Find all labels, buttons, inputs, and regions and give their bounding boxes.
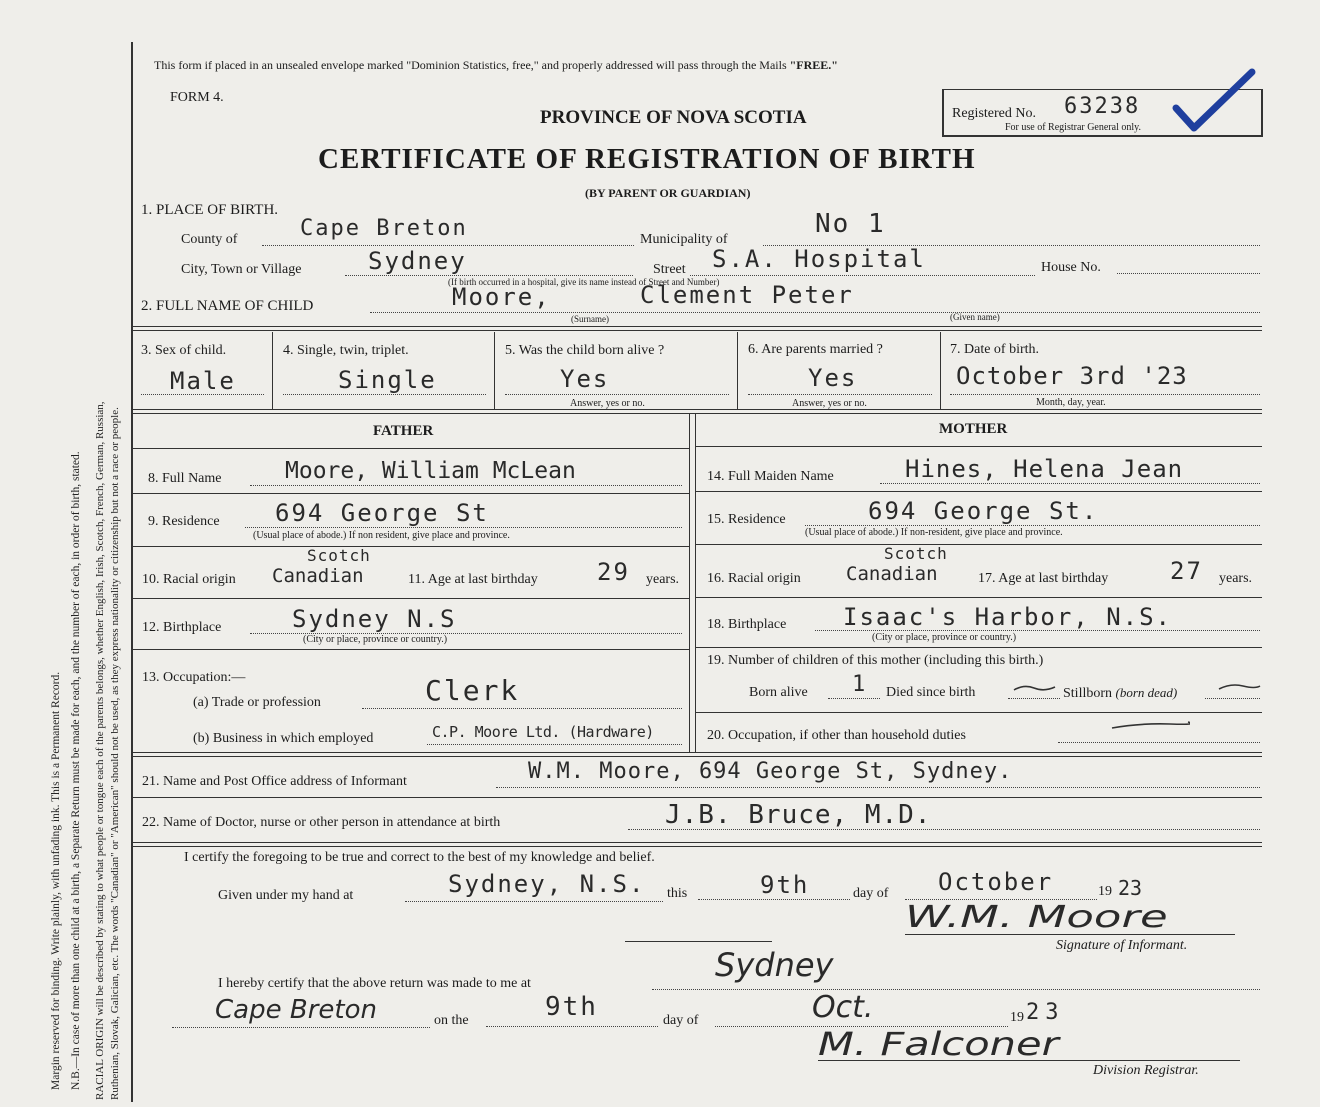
division-registrar-label: Division Registrar.: [1093, 1063, 1199, 1078]
mother-racial-top: Scotch: [884, 544, 948, 563]
child-name-label: 2. FULL NAME OF CHILD: [141, 298, 314, 314]
street-line: [690, 275, 1035, 276]
mail-note: [154, 58, 838, 73]
business-value: C.P. Moore Ltd. (Hardware): [432, 723, 654, 741]
father-racial-top: Scotch: [307, 546, 371, 565]
this-label: this: [667, 886, 688, 901]
day-line: [698, 899, 850, 900]
business-line: [427, 744, 682, 745]
year-value: 23: [1118, 876, 1143, 900]
dob-label: 7. Date of birth.: [950, 342, 1040, 357]
rule-under-headings-right: [695, 446, 1262, 447]
rule-parents-divider-2: [695, 414, 696, 752]
registrar-county-line: [172, 1027, 430, 1028]
stillborn-dash-mark: [1217, 680, 1262, 694]
rule-row3-top: [132, 326, 1262, 331]
county-label: County of: [181, 232, 238, 247]
alive-caption: Answer, yes or no.: [570, 398, 645, 409]
informant-label: 21. Name and Post Office address of Informant: [142, 774, 407, 789]
child-given-value: Clement Peter: [640, 281, 854, 309]
city-value: Sydney: [368, 247, 467, 275]
born-alive-value: 1: [852, 672, 868, 697]
certificate-subtitle: (BY PARENT OR GUARDIAN): [585, 186, 751, 200]
alive-line: [505, 394, 729, 395]
died-dash-mark: [1012, 682, 1057, 694]
margin-note-2: N.B.—In case of more than one child at a birth, a Separate Return must be made for each, and the number of each, in order of birth, stated.: [70, 451, 82, 1090]
house-label: House No.: [1041, 260, 1101, 275]
informant-signature-line: [905, 934, 1235, 935]
certificate-title: CERTIFICATE OF REGISTRATION OF BIRTH: [318, 143, 976, 175]
year-prefix: 19: [1098, 884, 1112, 899]
informant-line: [496, 787, 1260, 788]
rule-9-10: [132, 546, 689, 547]
father-age-label: 11. Age at last birthday: [408, 572, 538, 587]
rule-12-13: [132, 649, 689, 650]
father-age-value: 29: [597, 558, 630, 586]
father-racial-label: 10. Racial origin: [142, 572, 236, 587]
registrar-place-line: [652, 989, 1260, 990]
father-racial-value: Canadian: [272, 565, 364, 587]
mother-age-unit: years.: [1219, 571, 1253, 586]
signature-informant-label: Signature of Informant.: [1056, 938, 1188, 953]
father-birthplace-caption: (City or place, province or country.): [303, 634, 448, 645]
surname-caption: (Surname): [571, 314, 609, 324]
informant-signature: W.M. Moore: [905, 900, 1168, 935]
single-value: Single: [338, 366, 437, 394]
rule-parents-top: [132, 409, 1262, 414]
trade-value: Clerk: [425, 674, 520, 707]
sex-value: Male: [170, 367, 236, 395]
mother-racial-label: 16. Racial origin: [707, 571, 801, 586]
registrar-day-value: 9th: [545, 992, 598, 1022]
registrar-year-value: 23: [1026, 1000, 1065, 1025]
rule-10-12: [132, 598, 689, 599]
municipality-value: No 1: [815, 209, 886, 239]
trade-label: (a) Trade or profession: [193, 695, 321, 710]
day-of-label: day of: [853, 886, 889, 901]
married-value: Yes: [808, 364, 858, 392]
born-alive-label: Born alive: [749, 685, 808, 700]
registered-number: 63238: [1064, 94, 1141, 119]
sex-label: 3. Sex of child.: [141, 343, 227, 358]
rule-v-3-4: [272, 332, 273, 410]
center-divider: [625, 941, 772, 942]
mother-age-value: 27: [1170, 557, 1203, 585]
street-value: S.A. Hospital: [712, 245, 926, 273]
mother-residence-caption: (Usual place of abode.) If non-resident, give place and province.: [805, 527, 1063, 538]
mother-occupation-line: [1058, 742, 1260, 743]
mother-racial-value: Canadian: [846, 563, 938, 585]
stillborn-text: Stillborn: [1063, 686, 1113, 701]
mother-residence-value: 694 George St.: [868, 497, 1099, 525]
single-label: 4. Single, twin, triplet.: [283, 343, 409, 358]
mother-birthplace-label: 18. Birthplace: [707, 617, 787, 632]
doctor-label: 22. Name of Doctor, nurse or other person in attendance at birth: [142, 815, 501, 830]
county-line: [262, 245, 634, 246]
rule-parents-bottom: [132, 752, 1262, 757]
city-line: [345, 275, 633, 276]
father-name-line: [250, 485, 682, 486]
pen-check-mark: [1170, 66, 1260, 136]
form-left-border: [131, 42, 133, 1102]
registrar-month-value: Oct.: [812, 990, 874, 1025]
father-heading: FATHER: [373, 423, 434, 439]
dob-caption: Month, day, year.: [1036, 397, 1106, 408]
mother-residence-line: [805, 525, 1260, 526]
mail-free: "FREE.": [789, 58, 838, 72]
died-since-birth-label: Died since birth: [886, 685, 976, 700]
margin-note-1: Margin reserved for binding. Write plainly, with unfading ink. This is a Permanent Record.: [50, 671, 62, 1090]
dob-value: October 3rd '23: [956, 362, 1188, 390]
municipality-label: Municipality of: [640, 232, 728, 247]
province-heading: PROVINCE OF NOVA SCOTIA: [540, 107, 807, 128]
rule-v-6-7: [940, 332, 941, 410]
place-of-birth-label: 1. PLACE OF BIRTH.: [141, 202, 279, 218]
registrar-county-value: Cape Breton: [215, 995, 377, 1025]
died-line: [1008, 698, 1060, 699]
father-birthplace-label: 12. Birthplace: [142, 620, 222, 635]
registrar-use-note: For use of Registrar General only.: [1005, 122, 1141, 133]
form-number: FORM 4.: [170, 90, 224, 105]
married-caption: Answer, yes or no.: [792, 398, 867, 409]
registrar-text: I hereby certify that the above return was made to me at: [218, 976, 531, 991]
on-the-label: on the: [434, 1013, 469, 1028]
mother-birthplace-caption: (City or place, province or country.): [872, 632, 1017, 643]
mother-residence-label: 15. Residence: [707, 512, 786, 527]
father-residence-line: [245, 527, 682, 528]
married-line: [748, 394, 932, 395]
rule-under-headings-left: [132, 448, 689, 449]
rule-parents-divider-1: [689, 414, 690, 752]
margin-note-3: RACIAL ORIGIN will be described by stating to what people or tongue each of the parents belongs, whether English, Irish, Scotch, French, German, Russian,: [94, 401, 106, 1100]
registered-label: Registered No.: [952, 106, 1036, 121]
given-caption: (Given name): [950, 312, 1000, 322]
registrar-year-prefix: 19: [1010, 1010, 1024, 1025]
single-line: [283, 394, 486, 395]
stillborn-label: [1063, 685, 1177, 702]
mother-age-label: 17. Age at last birthday: [978, 571, 1109, 586]
registrar-signature-line: [818, 1060, 1240, 1061]
father-residence-value: 694 George St: [275, 499, 489, 527]
father-name-label: 8. Full Name: [148, 471, 222, 486]
doctor-value: J.B. Bruce, M.D.: [665, 800, 932, 830]
rule-19-20: [695, 712, 1262, 713]
mother-name-line: [880, 483, 1260, 484]
registrar-day-line: [486, 1026, 658, 1027]
certify-text: I certify the foregoing to be true and correct to the best of my knowledge and belief.: [184, 850, 655, 865]
rule-21-22: [132, 797, 1262, 798]
rule-certify-top: [132, 842, 1262, 847]
rule-8-9: [132, 493, 689, 494]
dob-line: [950, 394, 1260, 395]
born-alive-line: [828, 698, 880, 699]
registrar-signature: M. Falconer: [818, 1025, 1059, 1063]
street-label: Street: [653, 262, 686, 277]
rule-14-15: [695, 491, 1262, 492]
registrar-day-of-label: day of: [663, 1013, 699, 1028]
county-value: Cape Breton: [300, 216, 468, 241]
child-name-line: [370, 312, 1260, 313]
mail-note-text: This form if placed in an unsealed envelope marked "Dominion Statistics, free," and properly addressed will pass through the Mails: [154, 58, 787, 72]
day-value: 9th: [760, 871, 810, 899]
occupation-label: 13. Occupation:—: [142, 670, 246, 685]
stillborn-note: (born dead): [1115, 685, 1178, 700]
margin-note-4: Ruthenian, Slovak, Galician, etc. The words "Canadian" or "American" should not be used, as they express nationality or citizenship but not a race or people.: [109, 407, 121, 1100]
informant-value: W.M. Moore, 694 George St, Sydney.: [528, 759, 1013, 784]
child-surname-value: Moore,: [452, 283, 551, 311]
alive-label: 5. Was the child born alive ?: [505, 343, 665, 358]
hospital-note: (If birth occurred in a hospital, give its name instead of Street and Number): [448, 277, 720, 287]
mother-occupation-label: 20. Occupation, if other than household duties: [707, 728, 966, 743]
business-label: (b) Business in which employed: [193, 731, 374, 746]
given-place-value: Sydney, N.S.: [448, 870, 646, 898]
married-label: 6. Are parents married ?: [748, 342, 883, 357]
mother-name-label: 14. Full Maiden Name: [707, 469, 834, 484]
rule-v-5-6: [737, 332, 738, 410]
house-line: [1117, 273, 1260, 274]
stillborn-line: [1205, 698, 1260, 699]
rule-v-4-5: [494, 332, 495, 410]
trade-line: [362, 708, 682, 709]
given-under-label: Given under my hand at: [218, 888, 354, 903]
month-value: October: [938, 868, 1054, 896]
children-count-label: 19. Number of children of this mother (including this birth.): [707, 653, 1044, 668]
given-place-line: [405, 901, 663, 902]
rule-16-18: [695, 597, 1262, 598]
mother-occupation-dash: [1110, 718, 1190, 732]
father-residence-label: 9. Residence: [148, 514, 220, 529]
father-age-unit: years.: [646, 572, 680, 587]
rule-18-19: [695, 647, 1262, 648]
city-label: City, Town or Village: [181, 262, 302, 277]
alive-value: Yes: [560, 365, 610, 393]
father-residence-caption: (Usual place of abode.) If non resident, give place and province.: [253, 530, 510, 541]
registrar-place-value: Sydney: [715, 946, 834, 984]
mother-birthplace-value: Isaac's Harbor, N.S.: [843, 603, 1172, 631]
mother-name-value: Hines, Helena Jean: [905, 455, 1184, 483]
father-name-value: Moore, William McLean: [285, 458, 576, 484]
father-birthplace-value: Sydney N.S: [292, 605, 457, 633]
rule-15-16: [695, 544, 1262, 545]
mother-heading: MOTHER: [939, 421, 1008, 437]
